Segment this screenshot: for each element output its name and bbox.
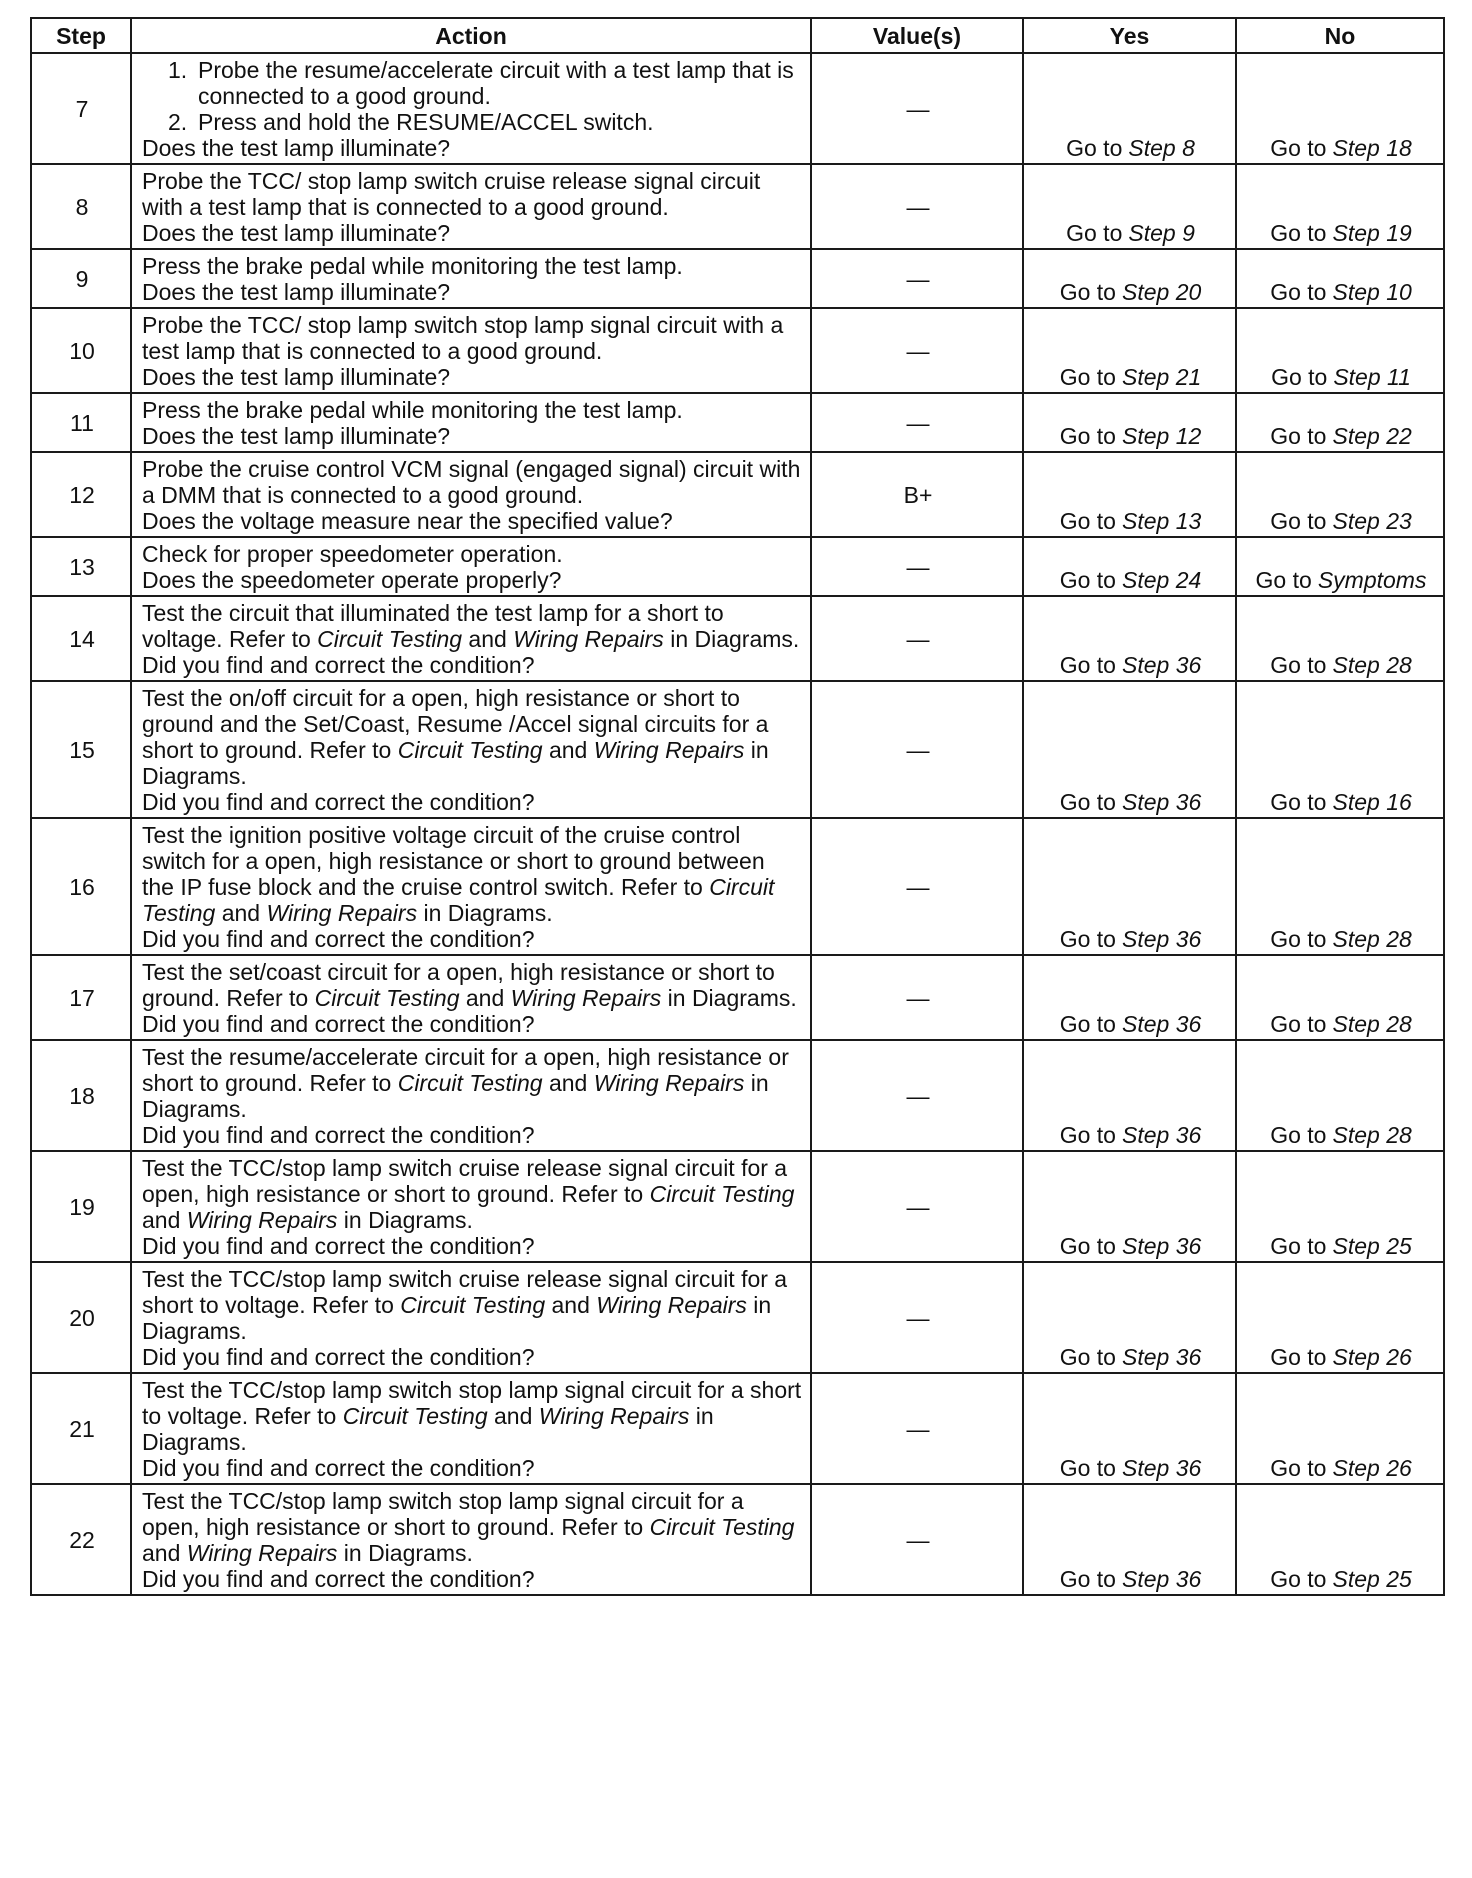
no-goto <box>1236 1151 1444 1262</box>
instruction-number: 1. <box>168 57 188 83</box>
action-text <box>142 685 802 789</box>
reference-link-text: Circuit Testing <box>397 1070 543 1096</box>
action-question: Does the test lamp illuminate? <box>142 423 451 449</box>
no-goto <box>1236 164 1444 249</box>
yes-goto-target: Step 36 <box>1121 1122 1202 1148</box>
no-goto-target: Step 23 <box>1332 508 1412 534</box>
yes-goto <box>1023 955 1236 1040</box>
table-row <box>31 955 1444 1040</box>
yes-goto-prefix: Go to <box>1066 220 1123 246</box>
reference-link-text: Circuit Testing <box>317 626 463 652</box>
yes-goto-prefix: Go to <box>1059 423 1116 449</box>
action-text-segment: Test the resume/accelerate circuit for a open, high resistance or short to ground. Refer to <box>142 1044 789 1096</box>
no-goto-target: Step 10 <box>1332 279 1412 305</box>
instruction-number: 2. <box>168 109 188 135</box>
action-text-segment: Test the set/coast circuit for a open, high resistance or short to ground. Refer to <box>142 959 775 1011</box>
action-text-segment: in Diagrams. <box>337 1207 473 1233</box>
action-text-segment: Test the TCC/stop lamp switch cruise release signal circuit for a open, high resistance or short to ground. Refer to <box>142 1155 788 1207</box>
action-question: Does the test lamp illuminate? <box>142 135 451 161</box>
yes-goto-target: Step 36 <box>1121 1455 1202 1481</box>
yes-goto-prefix: Go to <box>1059 567 1116 593</box>
no-goto-prefix: Go to <box>1255 567 1312 593</box>
action-text <box>142 1044 802 1122</box>
instruction-item <box>168 57 802 109</box>
value-cell: — <box>811 955 1023 1040</box>
action-text-segment: Probe the cruise control VCM signal (engaged signal) circuit with a DMM that is connected to a good ground. <box>142 456 801 508</box>
reference-link-text: Wiring Repairs <box>510 985 662 1011</box>
action-text <box>142 168 802 220</box>
no-goto <box>1236 308 1444 393</box>
yes-goto-target: Step 20 <box>1121 279 1202 305</box>
diagnostic-table <box>30 17 1445 1596</box>
no-goto-target: Step 11 <box>1333 364 1411 390</box>
yes-goto <box>1023 818 1236 955</box>
action-text-segment: and <box>142 1540 187 1566</box>
yes-goto-prefix: Go to <box>1059 1344 1116 1370</box>
step-number: 9 <box>31 249 131 308</box>
yes-goto <box>1023 1373 1236 1484</box>
value-cell: — <box>811 53 1023 164</box>
no-goto <box>1236 818 1444 955</box>
action-cell <box>131 1151 811 1262</box>
step-number: 13 <box>31 537 131 596</box>
action-text-segment: and <box>142 1207 187 1233</box>
yes-column-header: Yes <box>1023 18 1236 53</box>
table-body <box>31 53 1444 1595</box>
yes-goto <box>1023 596 1236 681</box>
table-row <box>31 1262 1444 1373</box>
table-row <box>31 164 1444 249</box>
yes-goto-target: Step 36 <box>1121 926 1202 952</box>
reference-link-text: Wiring Repairs <box>513 626 664 652</box>
no-goto-target: Step 25 <box>1332 1233 1412 1259</box>
action-text-segment: and <box>215 900 267 926</box>
yes-goto-target: Step 36 <box>1121 1566 1202 1592</box>
action-text-segment: Test the ignition positive voltage circuit of the cruise control switch for a open, high resistance or short to ground between the IP fuse block and the cruise control switch. Refer to <box>142 822 765 900</box>
no-goto-prefix: Go to <box>1270 508 1327 534</box>
value-cell: — <box>811 1373 1023 1484</box>
step-number: 8 <box>31 164 131 249</box>
action-question: Does the speedometer operate properly? <box>142 567 562 593</box>
reference-link-text: Wiring Repairs <box>186 1540 338 1566</box>
action-text-segment: Test the on/off circuit for a open, high resistance or short to ground and the Set/Coast, Resume /Accel signal circuits for a short to ground. Refer to <box>142 685 769 763</box>
yes-goto <box>1023 537 1236 596</box>
step-number: 12 <box>31 452 131 537</box>
value-cell: — <box>811 164 1023 249</box>
reference-link-text: Circuit Testing <box>342 1403 488 1429</box>
table-row <box>31 308 1444 393</box>
table-row <box>31 681 1444 818</box>
action-question: Does the test lamp illuminate? <box>142 220 451 246</box>
action-text-segment: and <box>487 1403 539 1429</box>
action-text-segment: Test the TCC/stop lamp switch stop lamp signal circuit for a open, high resistance or short to ground. Refer to <box>142 1488 744 1540</box>
action-question: Does the test lamp illuminate? <box>142 279 451 305</box>
action-text <box>142 1266 802 1344</box>
no-goto <box>1236 596 1444 681</box>
action-question: Did you find and correct the condition? <box>142 1233 535 1259</box>
action-cell <box>131 452 811 537</box>
no-goto <box>1236 537 1444 596</box>
no-goto <box>1236 1040 1444 1151</box>
table-row <box>31 596 1444 681</box>
action-cell <box>131 53 811 164</box>
value-cell: — <box>811 1040 1023 1151</box>
no-goto-target: Step 26 <box>1332 1455 1412 1481</box>
action-text-segment: and <box>462 626 514 652</box>
value-cell: — <box>811 1151 1023 1262</box>
action-question: Did you find and correct the condition? <box>142 1011 535 1037</box>
action-question: Did you find and correct the condition? <box>142 1455 535 1481</box>
yes-goto-prefix: Go to <box>1059 1566 1116 1592</box>
yes-goto-target: Step 36 <box>1121 789 1202 815</box>
action-text <box>142 959 802 1011</box>
yes-goto-target: Step 36 <box>1121 1344 1202 1370</box>
value-cell: — <box>811 818 1023 955</box>
value-cell: — <box>811 681 1023 818</box>
no-goto-prefix: Go to <box>1270 789 1327 815</box>
value-cell: — <box>811 308 1023 393</box>
step-number: 20 <box>31 1262 131 1373</box>
reference-link-text: Wiring Repairs <box>266 900 418 926</box>
action-text <box>142 822 802 926</box>
table-row <box>31 1040 1444 1151</box>
yes-goto-target: Step 13 <box>1121 508 1202 534</box>
action-text-segment: in Diagrams. <box>142 1292 772 1344</box>
yes-goto-prefix: Go to <box>1059 1233 1116 1259</box>
no-goto-prefix: Go to <box>1270 926 1327 952</box>
no-goto-prefix: Go to <box>1270 1344 1327 1370</box>
step-number: 7 <box>31 53 131 164</box>
no-goto-prefix: Go to <box>1270 1122 1327 1148</box>
no-goto <box>1236 1484 1444 1595</box>
action-column-header: Action <box>131 18 811 53</box>
action-cell <box>131 393 811 452</box>
reference-link-text: Wiring Repairs <box>593 1070 745 1096</box>
action-text-segment: Test the TCC/stop lamp switch stop lamp signal circuit for a short to voltage. Refer to <box>142 1377 802 1429</box>
action-text-segment: Test the circuit that illuminated the test lamp for a short to voltage. Refer to <box>142 600 724 652</box>
action-cell <box>131 1040 811 1151</box>
no-goto-target: Step 28 <box>1332 1122 1412 1148</box>
yes-goto-prefix: Go to <box>1066 135 1123 161</box>
no-goto-target: Step 28 <box>1332 1011 1412 1037</box>
yes-goto <box>1023 164 1236 249</box>
no-goto-prefix: Go to <box>1270 135 1327 161</box>
no-goto <box>1236 1262 1444 1373</box>
no-goto-target: Step 22 <box>1332 423 1412 449</box>
action-question: Does the test lamp illuminate? <box>142 364 451 390</box>
table-row <box>31 249 1444 308</box>
yes-goto-target: Step 36 <box>1121 1233 1202 1259</box>
yes-goto-prefix: Go to <box>1059 279 1116 305</box>
action-text <box>142 312 802 364</box>
table-row <box>31 1484 1444 1595</box>
step-number: 22 <box>31 1484 131 1595</box>
action-cell <box>131 537 811 596</box>
reference-link-text: Circuit Testing <box>142 874 775 926</box>
action-cell <box>131 164 811 249</box>
yes-goto <box>1023 393 1236 452</box>
no-goto-prefix: Go to <box>1270 1011 1327 1037</box>
no-goto <box>1236 452 1444 537</box>
table-row <box>31 818 1444 955</box>
value-cell: — <box>811 596 1023 681</box>
action-cell <box>131 955 811 1040</box>
instruction-list <box>142 57 802 135</box>
table-header-row <box>31 18 1444 53</box>
no-goto <box>1236 53 1444 164</box>
reference-link-text: Circuit Testing <box>649 1181 795 1207</box>
yes-goto <box>1023 1040 1236 1151</box>
no-goto-prefix: Go to <box>1271 364 1328 390</box>
yes-goto <box>1023 1262 1236 1373</box>
no-goto <box>1236 249 1444 308</box>
action-text-segment: in Diagrams. <box>337 1540 473 1566</box>
action-cell <box>131 1262 811 1373</box>
action-text-segment: and <box>459 985 511 1011</box>
yes-goto-target: Step 24 <box>1121 567 1202 593</box>
yes-goto <box>1023 249 1236 308</box>
action-cell <box>131 1484 811 1595</box>
no-goto-target: Step 25 <box>1332 1566 1412 1592</box>
reference-link-text: Wiring Repairs <box>596 1292 747 1318</box>
instruction-text: Press and hold the RESUME/ACCEL switch. <box>198 109 654 135</box>
table-row <box>31 393 1444 452</box>
action-text <box>142 1155 802 1233</box>
action-question: Does the voltage measure near the specified value? <box>142 508 673 534</box>
no-goto-target: Step 16 <box>1332 789 1412 815</box>
reference-link-text: Circuit Testing <box>314 985 460 1011</box>
action-text <box>142 541 802 567</box>
action-text <box>142 600 802 652</box>
table-row <box>31 1151 1444 1262</box>
action-text <box>142 397 802 423</box>
yes-goto-prefix: Go to <box>1059 926 1116 952</box>
action-text-segment: Test the TCC/stop lamp switch cruise release signal circuit for a short to voltage. Refer to <box>142 1266 788 1318</box>
no-column-header: No <box>1236 18 1444 53</box>
yes-goto-target: Step 36 <box>1121 652 1202 678</box>
action-cell <box>131 818 811 955</box>
action-cell <box>131 1373 811 1484</box>
action-cell <box>131 681 811 818</box>
action-question: Did you find and correct the condition? <box>142 1344 535 1370</box>
value-cell: — <box>811 393 1023 452</box>
step-number: 14 <box>31 596 131 681</box>
yes-goto-target: Step 36 <box>1121 1011 1202 1037</box>
yes-goto <box>1023 452 1236 537</box>
reference-link-text: Wiring Repairs <box>593 737 745 763</box>
step-number: 19 <box>31 1151 131 1262</box>
action-question: Did you find and correct the condition? <box>142 1566 535 1592</box>
action-text-segment: and <box>542 737 594 763</box>
no-goto-target: Symptoms <box>1317 567 1427 593</box>
yes-goto-prefix: Go to <box>1059 1011 1116 1037</box>
instruction-text: Probe the resume/accelerate circuit with a test lamp that is connected to a good ground. <box>198 57 794 109</box>
yes-goto <box>1023 53 1236 164</box>
no-goto-target: Step 26 <box>1332 1344 1412 1370</box>
reference-link-text: Circuit Testing <box>397 737 543 763</box>
yes-goto-prefix: Go to <box>1059 508 1116 534</box>
action-text-segment: and <box>542 1070 594 1096</box>
step-number: 10 <box>31 308 131 393</box>
action-text-segment: in Diagrams. <box>142 1070 769 1122</box>
value-cell: — <box>811 1262 1023 1373</box>
action-text-segment: in Diagrams. <box>661 985 797 1011</box>
value-cell: — <box>811 1484 1023 1595</box>
no-goto-prefix: Go to <box>1270 1233 1327 1259</box>
step-number: 16 <box>31 818 131 955</box>
no-goto-target: Step 19 <box>1332 220 1412 246</box>
instruction-item <box>168 109 802 135</box>
no-goto-prefix: Go to <box>1270 423 1327 449</box>
action-text-segment: Probe the TCC/ stop lamp switch stop lamp signal circuit with a test lamp that is connected to a good ground. <box>142 312 784 364</box>
step-column-header: Step <box>31 18 131 53</box>
yes-goto-target: Step 8 <box>1128 135 1195 161</box>
no-goto <box>1236 681 1444 818</box>
action-text-segment: Check for proper speedometer operation. <box>142 541 563 567</box>
no-goto-prefix: Go to <box>1270 220 1327 246</box>
yes-goto-prefix: Go to <box>1059 652 1116 678</box>
step-number: 11 <box>31 393 131 452</box>
value-cell: — <box>811 537 1023 596</box>
reference-link-text: Wiring Repairs <box>186 1207 338 1233</box>
action-text <box>142 1488 802 1566</box>
reference-link-text: Circuit Testing <box>400 1292 546 1318</box>
action-text <box>142 1377 802 1455</box>
action-text-segment: Press the brake pedal while monitoring the test lamp. <box>142 253 683 279</box>
action-cell <box>131 308 811 393</box>
yes-goto-prefix: Go to <box>1059 1455 1116 1481</box>
no-goto-prefix: Go to <box>1270 1566 1327 1592</box>
table-row <box>31 452 1444 537</box>
no-goto-prefix: Go to <box>1270 1455 1327 1481</box>
yes-goto <box>1023 681 1236 818</box>
no-goto <box>1236 1373 1444 1484</box>
yes-goto-prefix: Go to <box>1059 364 1116 390</box>
value-cell: B+ <box>811 452 1023 537</box>
action-text-segment: Probe the TCC/ stop lamp switch cruise release signal circuit with a test lamp that is connected to a good ground. <box>142 168 761 220</box>
reference-link-text: Circuit Testing <box>649 1514 795 1540</box>
step-number: 17 <box>31 955 131 1040</box>
table-row <box>31 1373 1444 1484</box>
action-text-segment: in Diagrams. <box>417 900 553 926</box>
value-cell: — <box>811 249 1023 308</box>
action-question: Did you find and correct the condition? <box>142 926 535 952</box>
yes-goto-prefix: Go to <box>1059 1122 1116 1148</box>
action-text-segment: in Diagrams. <box>142 1403 714 1455</box>
action-text <box>142 456 802 508</box>
no-goto-prefix: Go to <box>1270 279 1327 305</box>
no-goto-target: Step 28 <box>1332 926 1412 952</box>
no-goto <box>1236 955 1444 1040</box>
step-number: 18 <box>31 1040 131 1151</box>
action-question: Did you find and correct the condition? <box>142 789 535 815</box>
yes-goto <box>1023 1484 1236 1595</box>
no-goto <box>1236 393 1444 452</box>
action-text-segment: and <box>545 1292 597 1318</box>
action-cell <box>131 596 811 681</box>
yes-goto <box>1023 1151 1236 1262</box>
yes-goto-prefix: Go to <box>1059 789 1116 815</box>
action-question: Did you find and correct the condition? <box>142 1122 535 1148</box>
action-text <box>142 253 802 279</box>
action-text-segment: in Diagrams. <box>142 737 769 789</box>
action-cell <box>131 249 811 308</box>
yes-goto <box>1023 308 1236 393</box>
values-column-header: Value(s) <box>811 18 1023 53</box>
table-row <box>31 53 1444 164</box>
no-goto-prefix: Go to <box>1270 652 1327 678</box>
reference-link-text: Wiring Repairs <box>538 1403 690 1429</box>
yes-goto-target: Step 21 <box>1121 364 1202 390</box>
yes-goto-target: Step 9 <box>1128 220 1195 246</box>
step-number: 21 <box>31 1373 131 1484</box>
action-text-segment: Press the brake pedal while monitoring the test lamp. <box>142 397 683 423</box>
step-number: 15 <box>31 681 131 818</box>
table-row <box>31 537 1444 596</box>
yes-goto-target: Step 12 <box>1121 423 1202 449</box>
action-question: Did you find and correct the condition? <box>142 652 535 678</box>
action-text-segment: in Diagrams. <box>663 626 800 652</box>
no-goto-target: Step 18 <box>1332 135 1412 161</box>
no-goto-target: Step 28 <box>1332 652 1412 678</box>
